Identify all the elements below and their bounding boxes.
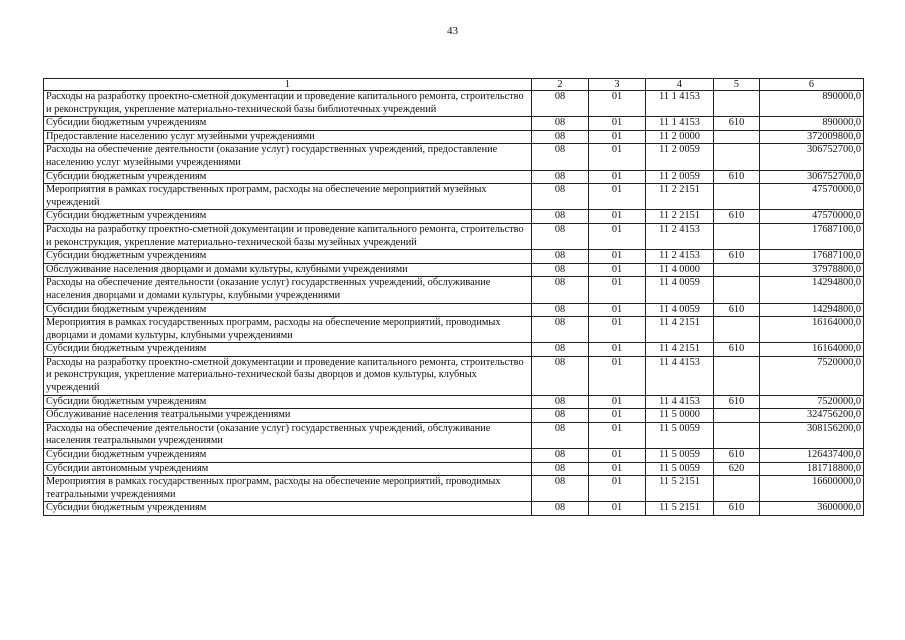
expense-type-code (714, 317, 760, 343)
expense-type-code (714, 130, 760, 144)
table-row (44, 449, 864, 463)
row-name: Расходы на разработку проектно-сметной документации и проведение капитального ремонта, строительство и реконструкция, укрепление материально-технической базы музейных учреждений (44, 223, 532, 249)
subsection-code: 01 (589, 356, 646, 395)
table-row (44, 409, 864, 423)
expense-type-code: 610 (714, 343, 760, 357)
amount: 126437400,0 (760, 449, 864, 463)
row-name: Расходы на обеспечение деятельности (оказание услуг) государственных учреждений, обслуживание населения дворцами и домами культуры, клубными учреждениями (44, 277, 532, 303)
target-article-code: 11 4 0000 (646, 263, 714, 277)
row-name: Расходы на обеспечение деятельности (оказание услуг) государственных учреждений, предоставление населению услуг музейными учреждениями (44, 144, 532, 170)
row-name: Расходы на разработку проектно-сметной документации и проведение капитального ремонта, строительство и реконструкция, укрепление материально-технической базы дворцов и домов культуры, клубных учреждений (44, 356, 532, 395)
section-code: 08 (532, 144, 589, 170)
table-row (44, 356, 864, 395)
amount: 308156200,0 (760, 422, 864, 448)
column-header: 2 (532, 79, 589, 91)
target-article-code: 11 4 2151 (646, 317, 714, 343)
amount: 16600000,0 (760, 476, 864, 502)
column-header: 4 (646, 79, 714, 91)
amount: 16164000,0 (760, 317, 864, 343)
section-code: 08 (532, 343, 589, 357)
section-code: 08 (532, 130, 589, 144)
section-code: 08 (532, 223, 589, 249)
table-row (44, 462, 864, 476)
page-number: 43 (447, 25, 458, 37)
table-row (44, 303, 864, 317)
amount: 14294800,0 (760, 303, 864, 317)
subsection-code: 01 (589, 303, 646, 317)
table-row (44, 277, 864, 303)
section-code: 08 (532, 117, 589, 131)
row-name: Мероприятия в рамках государственных программ, расходы на обеспечение мероприятий, проводимых театральными учреждениями (44, 476, 532, 502)
target-article-code: 11 4 0059 (646, 303, 714, 317)
row-name: Мероприятия в рамках государственных программ, расходы на обеспечение мероприятий музейных учреждений (44, 184, 532, 210)
subsection-code: 01 (589, 210, 646, 224)
subsection-code: 01 (589, 91, 646, 117)
column-header: 3 (589, 79, 646, 91)
section-code: 08 (532, 317, 589, 343)
target-article-code: 11 2 4153 (646, 250, 714, 264)
amount: 890000,0 (760, 91, 864, 117)
expense-type-code (714, 409, 760, 423)
table-row (44, 343, 864, 357)
expense-type-code (714, 476, 760, 502)
subsection-code: 01 (589, 117, 646, 131)
table-row (44, 223, 864, 249)
expense-type-code: 610 (714, 449, 760, 463)
amount: 14294800,0 (760, 277, 864, 303)
amount: 306752700,0 (760, 144, 864, 170)
target-article-code: 11 5 2151 (646, 476, 714, 502)
target-article-code: 11 5 0059 (646, 449, 714, 463)
section-code: 08 (532, 210, 589, 224)
subsection-code: 01 (589, 462, 646, 476)
column-header: 1 (44, 79, 532, 91)
expense-type-code (714, 356, 760, 395)
table-row (44, 250, 864, 264)
amount: 7520000,0 (760, 395, 864, 409)
amount: 306752700,0 (760, 170, 864, 184)
target-article-code: 11 2 0059 (646, 144, 714, 170)
subsection-code: 01 (589, 317, 646, 343)
target-article-code: 11 4 4153 (646, 356, 714, 395)
subsection-code: 01 (589, 250, 646, 264)
table-row (44, 395, 864, 409)
amount: 372009800,0 (760, 130, 864, 144)
column-header: 5 (714, 79, 760, 91)
amount: 890000,0 (760, 117, 864, 131)
section-code: 08 (532, 476, 589, 502)
expense-type-code: 610 (714, 395, 760, 409)
target-article-code: 11 5 2151 (646, 502, 714, 516)
subsection-code: 01 (589, 422, 646, 448)
subsection-code: 01 (589, 502, 646, 516)
target-article-code: 11 1 4153 (646, 91, 714, 117)
target-article-code: 11 5 0059 (646, 422, 714, 448)
table-row (44, 317, 864, 343)
section-code: 08 (532, 502, 589, 516)
section-code: 08 (532, 184, 589, 210)
amount: 17687100,0 (760, 250, 864, 264)
target-article-code: 11 4 2151 (646, 343, 714, 357)
section-code: 08 (532, 449, 589, 463)
table-row (44, 476, 864, 502)
section-code: 08 (532, 91, 589, 117)
table-row (44, 263, 864, 277)
target-article-code: 11 4 4153 (646, 395, 714, 409)
amount: 3600000,0 (760, 502, 864, 516)
section-code: 08 (532, 356, 589, 395)
subsection-code: 01 (589, 476, 646, 502)
expense-type-code (714, 91, 760, 117)
row-name: Субсидии бюджетным учреждениям (44, 170, 532, 184)
column-header: 6 (760, 79, 864, 91)
subsection-code: 01 (589, 223, 646, 249)
expense-type-code: 610 (714, 170, 760, 184)
section-code: 08 (532, 170, 589, 184)
expense-type-code: 610 (714, 210, 760, 224)
target-article-code: 11 2 4153 (646, 223, 714, 249)
target-article-code: 11 2 2151 (646, 210, 714, 224)
table-row (44, 144, 864, 170)
expense-type-code: 610 (714, 303, 760, 317)
row-name: Мероприятия в рамках государственных программ, расходы на обеспечение мероприятий, проводимых дворцами и домами культуры, клубными учреждениями (44, 317, 532, 343)
table-row (44, 91, 864, 117)
subsection-code: 01 (589, 343, 646, 357)
row-name: Предоставление населению услуг музейными учреждениями (44, 130, 532, 144)
target-article-code: 11 2 0000 (646, 130, 714, 144)
amount: 181718800,0 (760, 462, 864, 476)
row-name: Субсидии бюджетным учреждениям (44, 210, 532, 224)
subsection-code: 01 (589, 184, 646, 210)
table-row (44, 117, 864, 131)
table-row (44, 130, 864, 144)
subsection-code: 01 (589, 144, 646, 170)
subsection-code: 01 (589, 170, 646, 184)
subsection-code: 01 (589, 277, 646, 303)
expense-type-code (714, 223, 760, 249)
section-code: 08 (532, 395, 589, 409)
table-body (44, 91, 864, 516)
section-code: 08 (532, 422, 589, 448)
amount: 37978800,0 (760, 263, 864, 277)
target-article-code: 11 5 0000 (646, 409, 714, 423)
budget-table (43, 78, 864, 516)
table-header-row (44, 79, 864, 91)
expense-type-code: 620 (714, 462, 760, 476)
expense-type-code (714, 422, 760, 448)
amount: 16164000,0 (760, 343, 864, 357)
row-name: Расходы на обеспечение деятельности (оказание услуг) государственных учреждений, обслуживание населения театральными учреждениями (44, 422, 532, 448)
target-article-code: 11 2 2151 (646, 184, 714, 210)
amount: 324756200,0 (760, 409, 864, 423)
expense-type-code: 610 (714, 250, 760, 264)
row-name: Расходы на разработку проектно-сметной документации и проведение капитального ремонта, строительство и реконструкция, укрепление материально-технической базы библиотечных учреждений (44, 91, 532, 117)
amount: 47570000,0 (760, 210, 864, 224)
section-code: 08 (532, 263, 589, 277)
row-name: Субсидии бюджетным учреждениям (44, 250, 532, 264)
section-code: 08 (532, 250, 589, 264)
row-name: Субсидии бюджетным учреждениям (44, 502, 532, 516)
section-code: 08 (532, 409, 589, 423)
table-row (44, 502, 864, 516)
row-name: Субсидии бюджетным учреждениям (44, 117, 532, 131)
expense-type-code (714, 144, 760, 170)
section-code: 08 (532, 462, 589, 476)
row-name: Субсидии автономным учреждениям (44, 462, 532, 476)
subsection-code: 01 (589, 395, 646, 409)
table-row (44, 184, 864, 210)
target-article-code: 11 2 0059 (646, 170, 714, 184)
expense-type-code (714, 184, 760, 210)
row-name: Субсидии бюджетным учреждениям (44, 449, 532, 463)
row-name: Обслуживание населения дворцами и домами культуры, клубными учреждениями (44, 263, 532, 277)
row-name: Субсидии бюджетным учреждениям (44, 395, 532, 409)
expense-type-code (714, 263, 760, 277)
subsection-code: 01 (589, 263, 646, 277)
table-row (44, 170, 864, 184)
expense-type-code: 610 (714, 502, 760, 516)
table-row (44, 422, 864, 448)
amount: 17687100,0 (760, 223, 864, 249)
expense-type-code (714, 277, 760, 303)
target-article-code: 11 4 0059 (646, 277, 714, 303)
section-code: 08 (532, 277, 589, 303)
subsection-code: 01 (589, 130, 646, 144)
row-name: Субсидии бюджетным учреждениям (44, 303, 532, 317)
subsection-code: 01 (589, 409, 646, 423)
section-code: 08 (532, 303, 589, 317)
target-article-code: 11 5 0059 (646, 462, 714, 476)
row-name: Субсидии бюджетным учреждениям (44, 343, 532, 357)
amount: 7520000,0 (760, 356, 864, 395)
subsection-code: 01 (589, 449, 646, 463)
target-article-code: 11 1 4153 (646, 117, 714, 131)
expense-type-code: 610 (714, 117, 760, 131)
row-name: Обслуживание населения театральными учреждениями (44, 409, 532, 423)
amount: 47570000,0 (760, 184, 864, 210)
table-row (44, 210, 864, 224)
